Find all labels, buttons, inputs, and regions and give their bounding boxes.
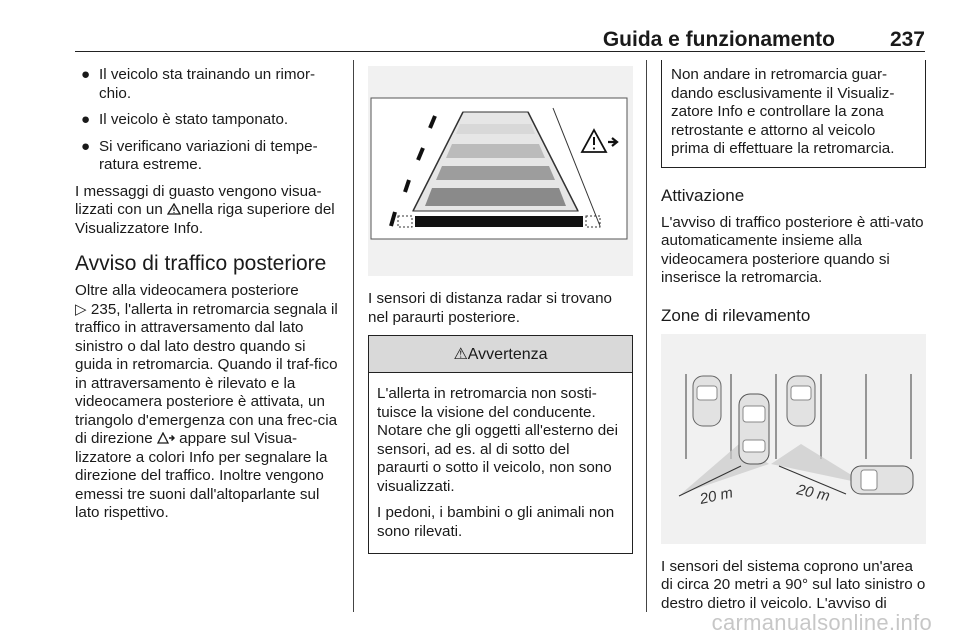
note-box: Non andare in retromarcia guar-dando esclusivamente il Visualiz-zatore Info e controllare la zona retrostante e attorno al veicolo prima di effettuare la retromarcia. (661, 60, 926, 168)
column-right (661, 66, 926, 621)
column-middle (368, 66, 633, 554)
warning-paragraph-2: I pedoni, i bambini o gli animali non sono rilevati. (377, 504, 615, 540)
activation-heading: Attivazione (661, 185, 745, 205)
page-reference-arrow-icon: ▷ (75, 300, 87, 318)
right-distance-label: 20 m (795, 480, 832, 505)
list-item: ● Si verificano variazioni di tempe-ratura estreme. (81, 137, 318, 173)
camera-display-figure (368, 66, 633, 276)
sensor-coverage-paragraph: I sensori del sistema coprono un'area di circa 20 metri a 90° sul lato sinistro o destro dietro il veicolo. L'avviso di (661, 557, 926, 612)
detection-zones-figure (661, 334, 926, 544)
bullet-dot-icon: ● (81, 111, 91, 128)
watermark: carmanualsonline.info (711, 610, 932, 635)
warning-paragraph-1: L'allerta in retromarcia non sosti-tuisce la visione del conducente. Notare che gli oggetti all'esterno dei sensori, ad es. al di sotto del paraurti o sotto il veicolo, non sono visualizzati. (377, 385, 618, 495)
fault-message-paragraph: I messaggi di guasto vengono visua-lizzati con un nella riga superiore del Visualizzatore Info. (75, 182, 335, 237)
warning-box (368, 335, 633, 554)
activation-paragraph: L'avviso di traffico posteriore è atti-vato automaticamente insieme alla videocamera posteriore quando si inserisce la retromarcia. (661, 213, 924, 286)
rear-traffic-paragraph: Oltre alla videocamera posteriore ▷ 235, l'allerta in retromarcia segnala il traffico in attraversamento dal lato sinistro o dal lato destro quando si guida in retromarcia. Quando il traf-fico in attraversamento è rilevato e la videocamera posteriore è attivata, un triangolo d'emergenza con una frec-cia di direzione appare sul Visua-lizzatore a colori Info per segnalare la direzione del traffico. Inoltre vengono emessi tre suoni dall'altoparlante sul lato rispettivo. (75, 282, 338, 521)
column-divider-2 (646, 60, 647, 612)
warning-triangle-arrow-icon (157, 432, 175, 444)
warning-triangle-icon (167, 203, 181, 215)
column-divider-1 (353, 60, 354, 612)
page-reference-link[interactable]: 235 (90, 300, 117, 318)
column-left (75, 66, 340, 531)
page-number: 237 (889, 28, 925, 51)
list-item: ● Il veicolo sta trainando un rimor-chio. (81, 66, 316, 102)
warning-triangle-icon: ⚠ (453, 346, 468, 363)
bullet-dot-icon: ● (81, 66, 91, 83)
bullet-dot-icon: ● (81, 137, 91, 155)
warning-body (369, 373, 632, 553)
detection-zones-heading: Zone di rilevamento (661, 305, 811, 325)
section-title: Guida e funzionamento (602, 28, 835, 51)
section-heading: Avviso di traffico posteriore (75, 252, 327, 275)
page-header (75, 18, 925, 52)
list-item: ● Il veicolo è stato tamponato. (81, 111, 289, 128)
radar-sensor-paragraph: I sensori di distanza radar si trovano nel paraurti posteriore. (368, 290, 612, 326)
left-distance-label: 20 m (698, 483, 735, 508)
bullet-list (75, 66, 340, 175)
parking-lot-illustration (661, 334, 926, 544)
warning-title: ⚠Avvertenza (369, 336, 632, 373)
rear-camera-illustration (368, 66, 633, 276)
